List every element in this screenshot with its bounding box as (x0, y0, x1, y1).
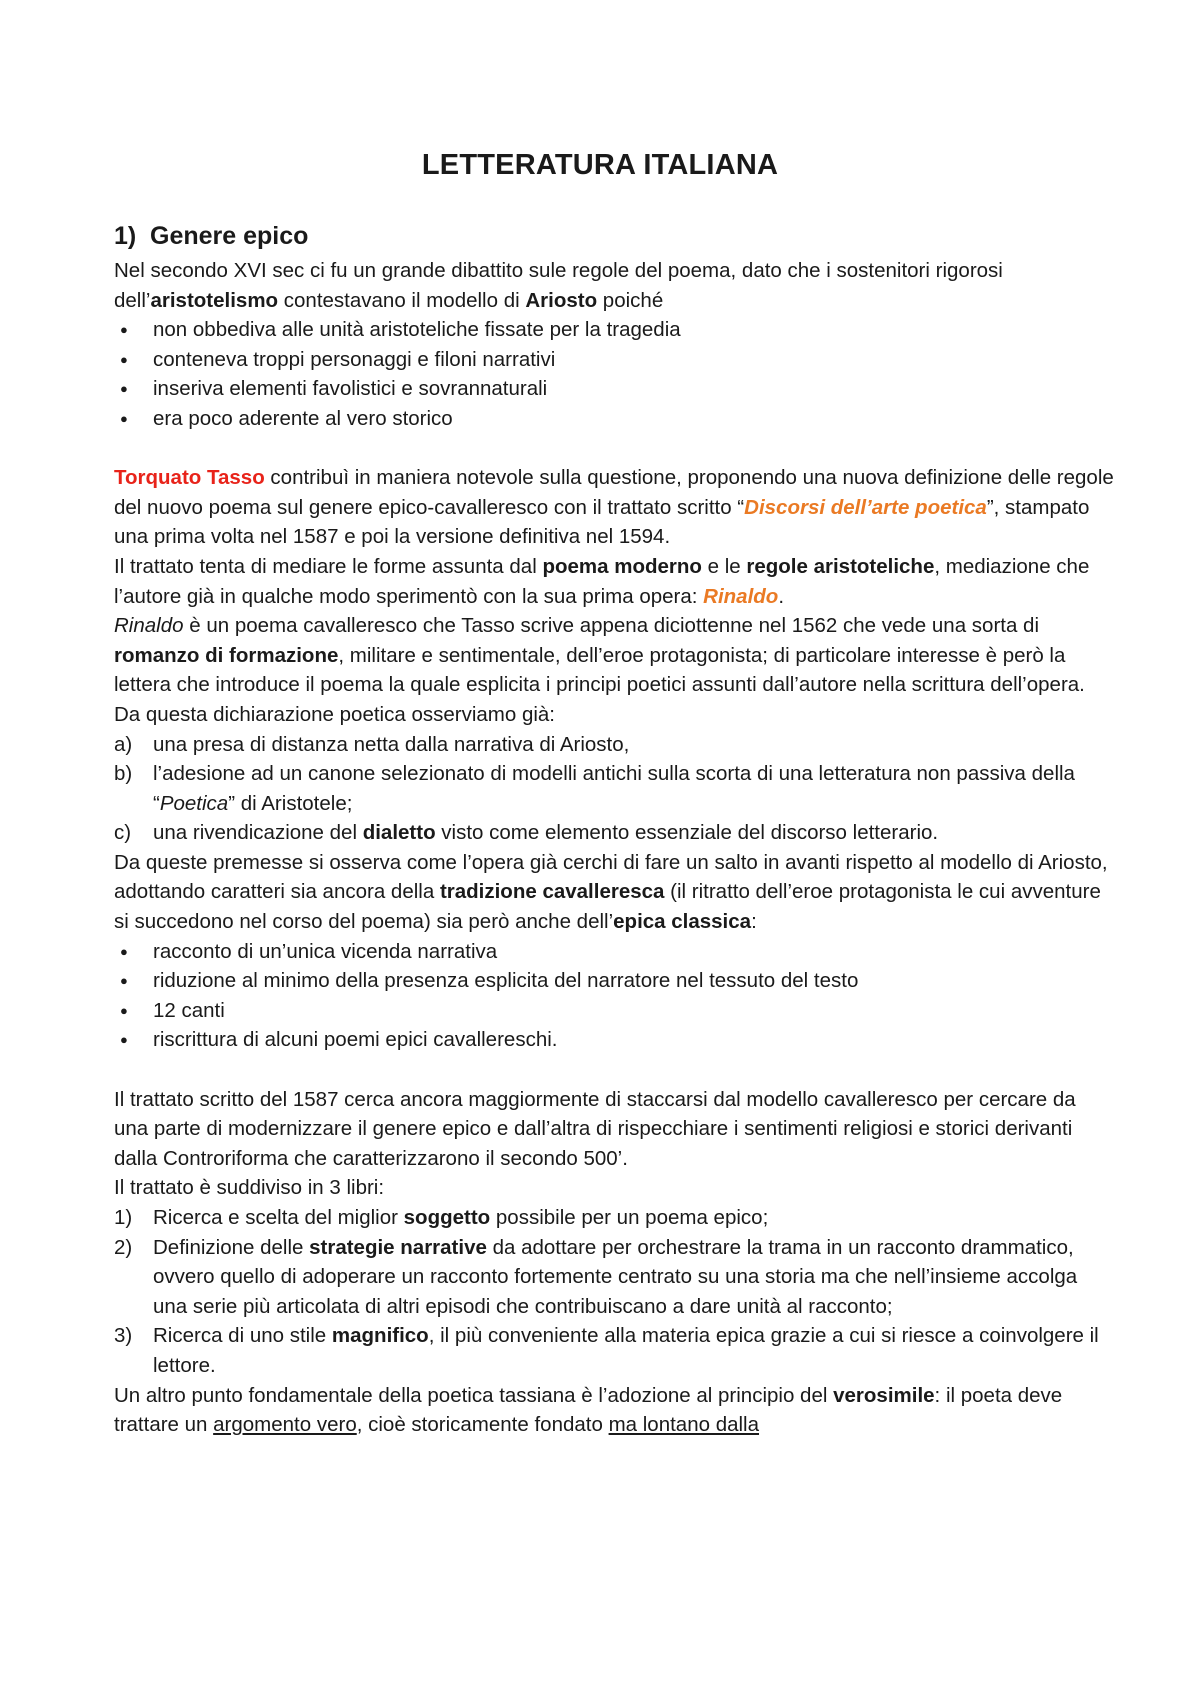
work-title-highlight: Rinaldo (703, 584, 779, 608)
bold-term: soggetto (403, 1206, 491, 1229)
bold-term: regole aristoteliche (746, 554, 935, 578)
trattato-paragraph (114, 552, 1114, 730)
bold-term: tradizione cavalleresca (439, 880, 665, 904)
list-item-text: , il più conveniente alla materia epica grazie a cui si riesce a coinvolgere il lettore. (153, 1324, 1099, 1377)
list-marker: a) (114, 732, 133, 756)
list-item (114, 1321, 1114, 1380)
blank-line (114, 1055, 1114, 1085)
page-title: LETTERATURA ITALIANA (421, 149, 779, 181)
list-marker: 3) (114, 1324, 133, 1348)
intro-paragraph (114, 256, 1114, 315)
list-marker: 2) (114, 1235, 133, 1259)
author-name-highlight: Torquato Tasso (114, 466, 265, 490)
list-item-text: Definizione delle (153, 1235, 310, 1259)
list-item-text: possibile per un poema epico; (490, 1206, 769, 1229)
section-title: Genere epico (150, 222, 309, 250)
text-run: contestavano il modello di (278, 288, 526, 312)
bold-term: romanzo di formazione (114, 643, 339, 667)
document-body (114, 216, 1114, 1440)
list-item-text: 12 canti (153, 998, 225, 1022)
text-run: , militare e sentimentale, dell’eroe protagonista; di particolare interesse è però la lettera che introduce il poema la quale esplicita i principi poetici assunti dall’autore nella scrittura dell’opera. Da questa dichiarazione poetica osserviamo già: (114, 643, 1085, 726)
section-heading (114, 216, 1114, 256)
bullet-icon: ● (120, 322, 128, 338)
text-run: Nel secondo XVI sec ci fu un grande dibattito sule regole del poema, dato che i sostenitori rigorosi dell’ (114, 259, 1003, 312)
text-run: contribuì in maniera notevole sulla questione, proponendo una nuova definizione delle regole del nuovo poema sul genere epico-cavalleresco con il trattato scritto “ (114, 466, 1114, 519)
section-number: 1) (114, 222, 137, 250)
text-run: poiché (597, 288, 664, 312)
list-item-text: Ricerca di uno stile (153, 1324, 332, 1348)
list-item-text: una presa di distanza netta dalla narrativa di Ariosto, (153, 732, 630, 756)
bold-term: strategie narrative (309, 1235, 487, 1259)
observations-list (114, 730, 1114, 848)
list-item (114, 818, 1114, 848)
criticism-bullet-list (114, 315, 1114, 433)
list-item-text: conteneva troppi personaggi e filoni narrativi (153, 347, 556, 371)
list-marker: b) (114, 762, 133, 786)
list-item (114, 345, 1114, 375)
text-run: Il trattato tenta di mediare le forme assunta dal (114, 554, 543, 578)
text-run: è un poema cavalleresco che Tasso scrive appena diciottenne nel 1562 che vede una sorta di (183, 614, 1040, 638)
text-run: ”, stampato una prima volta nel 1587 e poi la versione definitiva nel 1594. (114, 495, 1090, 549)
list-item-text: l’adesione ad un canone selezionato di modelli antichi sulla scorta di una letteratura non passiva della “ (153, 762, 1075, 815)
list-item-text: da adottare per orchestrare la trama in un racconto drammatico, ovvero quello di adoperare un racconto fortemente centrato su una storia ma che nell’insieme accolga una serie più articolata di altri episodi che contribuiscano a dare unità al racconto; (153, 1235, 1078, 1318)
bullet-icon: ● (120, 351, 128, 367)
libri-list (114, 1203, 1114, 1381)
list-marker: c) (114, 821, 132, 845)
premesse-paragraph (114, 848, 1114, 937)
list-item (114, 730, 1114, 760)
list-item-text: racconto di un’unica vicenda narrativa (153, 939, 498, 963)
list-item-text: inseriva elementi favolistici e sovrannaturali (153, 377, 548, 401)
list-item (114, 374, 1114, 404)
epica-features-list (114, 937, 1114, 1055)
bold-term: aristotelismo (150, 288, 279, 312)
list-item-text: non obbediva alle unità aristoteliche fissate per la tragedia (153, 318, 681, 342)
bullet-icon: ● (120, 1002, 128, 1018)
bullet-icon: ● (120, 1032, 128, 1048)
text-run: , mediazione che l’autore già in qualche modo sperimentò con la sua prima opera: (114, 554, 1090, 608)
list-item (114, 996, 1114, 1026)
list-item-text: visto come elemento essenziale del discorso letterario. (435, 821, 939, 845)
bold-term: epica classica (613, 910, 752, 934)
bold-term: poema moderno (542, 554, 702, 578)
list-item (114, 315, 1114, 345)
list-item (114, 966, 1114, 996)
bold-term: magnifico (331, 1324, 429, 1348)
trattato-1587-paragraph: Il trattato scritto del 1587 cerca ancora maggiormente di staccarsi dal modello cavalleresco per cercare da una parte di modernizzare il genere epico e dall’altra di rispecchiare i sentimenti religiosi e storici derivanti dalla Controriforma che caratterizzarono il secondo 500’. (114, 1087, 1076, 1170)
list-item (114, 1025, 1114, 1055)
bullet-icon: ● (120, 943, 128, 959)
list-item (114, 404, 1114, 434)
list-item (114, 759, 1114, 818)
verosimile-paragraph (114, 1381, 1114, 1440)
blank-line (114, 434, 1114, 464)
list-item-text: riscrittura di alcuni poemi epici cavallereschi. (153, 1028, 558, 1052)
libri-intro: Il trattato è suddiviso in 3 libri: (114, 1176, 385, 1200)
text-run: , cioè storicamente fondato (356, 1413, 609, 1437)
text-run: Un altro punto fondamentale della poetica tassiana è l’adozione al principio del (114, 1383, 834, 1407)
text-run: : (751, 910, 757, 934)
text-run: . (778, 584, 785, 608)
bullet-icon: ● (120, 381, 128, 397)
list-item-text: Ricerca e scelta del miglior (153, 1206, 404, 1229)
italic-term: Poetica (159, 791, 229, 815)
bold-term: verosimile (833, 1383, 935, 1407)
underlined-term: ma lontano dalla (608, 1413, 760, 1437)
text-run: Da queste premesse si osserva come l’opera già cerchi di fare un salto in avanti rispetto al modello di Ariosto, adottando caratteri sia ancora della (114, 850, 1108, 904)
list-item-text: riduzione al minimo della presenza esplicita del narratore nel tessuto del testo (153, 969, 859, 993)
list-item-text: ” di Aristotele; (228, 791, 353, 815)
text-run: e le (701, 554, 747, 578)
text-run: (il ritratto dell’eroe protagonista le cui avventure si succedono nel corso del poema) sia però anche dell’ (114, 880, 1101, 934)
work-title-highlight: Discorsi dell’arte poetica (744, 495, 987, 519)
tasso-paragraph (114, 463, 1114, 552)
list-marker: 1) (114, 1206, 133, 1229)
list-item-text: una rivendicazione del (153, 821, 363, 845)
italic-term: Rinaldo (114, 614, 184, 638)
list-item (114, 1233, 1114, 1322)
bullet-icon: ● (120, 410, 128, 426)
underlined-term: argomento vero (213, 1413, 357, 1437)
text-run: : il poeta deve trattare un (114, 1383, 1063, 1437)
list-item (114, 1203, 1114, 1233)
bold-term: dialetto (362, 821, 436, 845)
list-item-text: era poco aderente al vero storico (153, 406, 453, 430)
bullet-icon: ● (120, 973, 128, 989)
bold-term: Ariosto (525, 288, 598, 312)
list-item (114, 937, 1114, 967)
